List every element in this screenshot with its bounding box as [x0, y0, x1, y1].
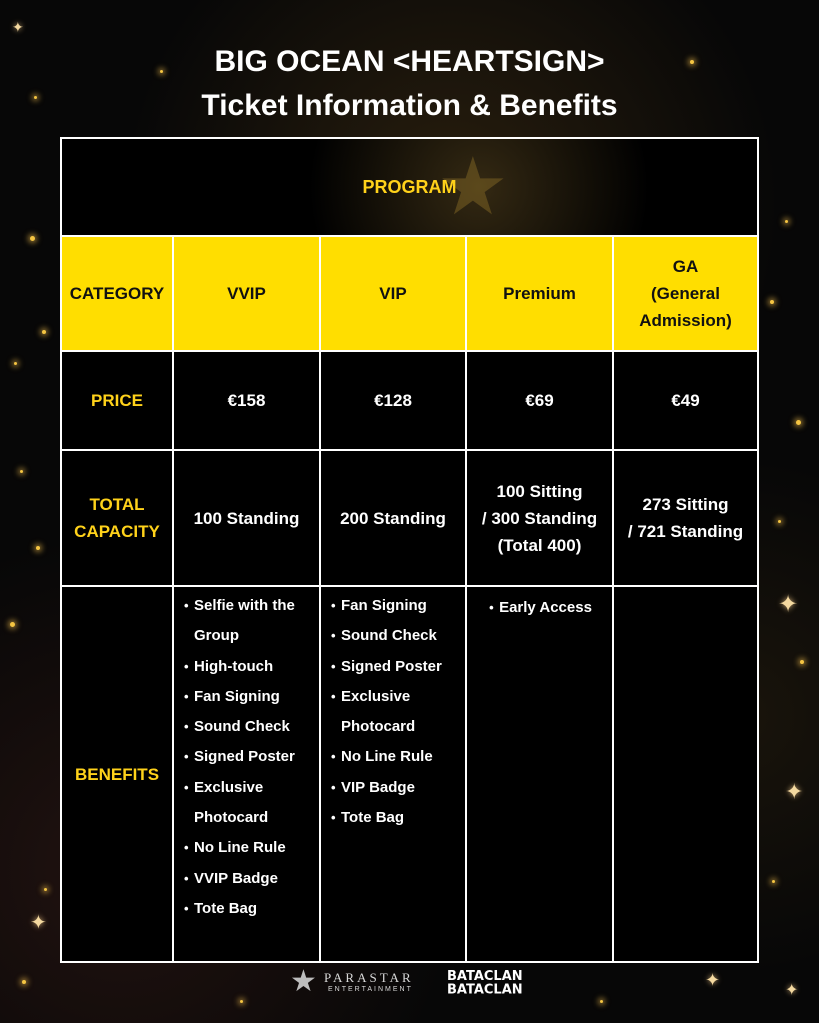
program-header: [62, 139, 757, 237]
parastar-name: PARASTAR: [324, 970, 414, 985]
list-item: • No Line Rule: [184, 833, 311, 863]
benefits-vip: [321, 587, 467, 961]
tier-name-vip: VIP: [321, 237, 467, 352]
bataclan-logo: [447, 969, 527, 996]
footer-logos: [0, 966, 819, 1006]
ticket-table: [60, 137, 759, 963]
tier-name-vvip: VVIP: [174, 237, 321, 352]
benefits-list-vip: [331, 591, 457, 833]
tier-name-ga: GA (General Admission): [614, 237, 757, 352]
price-ga: €49: [614, 352, 757, 451]
list-item: • Signed Poster: [331, 652, 457, 682]
title-line-2: Ticket Information & Benefits: [201, 89, 618, 122]
list-item: • Selfie with the Group: [184, 591, 311, 652]
list-item: • Fan Signing: [184, 682, 311, 712]
benefits-premium: [467, 587, 614, 961]
capacity-premium: 100 Sitting / 300 Standing (Total 400): [467, 451, 614, 587]
tier-name-premium: Premium: [467, 237, 614, 352]
price-label: PRICE: [62, 352, 174, 451]
list-item: • Sound Check: [331, 621, 457, 651]
parastar-subtitle: ENTERTAINMENT: [328, 986, 413, 993]
benefits-ga: [614, 587, 757, 961]
price-premium: €69: [467, 352, 614, 451]
page-title: [0, 40, 819, 128]
bataclan-line-1: BATACLAN: [447, 968, 523, 985]
benefits-vvip: [174, 587, 321, 961]
list-item: • Exclusive Photocard: [331, 682, 457, 743]
capacity-ga: 273 Sitting / 721 Standing: [614, 451, 757, 587]
list-item: • VVIP Badge: [184, 864, 311, 894]
list-item: • High-touch: [184, 652, 311, 682]
benefits-label: BENEFITS: [62, 587, 174, 961]
bataclan-line-2: BATACLAN: [447, 981, 523, 998]
program-label: PROGRAM: [362, 176, 457, 197]
price-vvip: €158: [174, 352, 321, 451]
list-item: • Fan Signing: [331, 591, 457, 621]
list-item: • Signed Poster: [184, 742, 311, 772]
star-logo-icon: ★: [290, 964, 317, 999]
list-item: • Tote Bag: [184, 894, 311, 924]
list-item: • Tote Bag: [331, 803, 457, 833]
list-item: • Early Access: [489, 593, 592, 623]
starry-background: ✦ ✦ ✦ ✦ ✦ ✦: [0, 0, 819, 1023]
price-vip: €128: [321, 352, 467, 451]
list-item: • No Line Rule: [331, 742, 457, 772]
title-line-1: BIG OCEAN <HEARTSIGN>: [214, 45, 605, 78]
star-ornament-icon: ★: [437, 140, 509, 233]
list-item: • Sound Check: [184, 712, 311, 742]
capacity-vvip: 100 Standing: [174, 451, 321, 587]
list-item: • Exclusive Photocard: [184, 773, 311, 834]
capacity-label: TOTAL CAPACITY: [62, 451, 174, 587]
benefits-list-premium: [489, 593, 592, 623]
list-item: • VIP Badge: [331, 773, 457, 803]
category-label: CATEGORY: [62, 237, 174, 352]
capacity-vip: 200 Standing: [321, 451, 467, 587]
benefits-list-vvip: [184, 591, 311, 924]
